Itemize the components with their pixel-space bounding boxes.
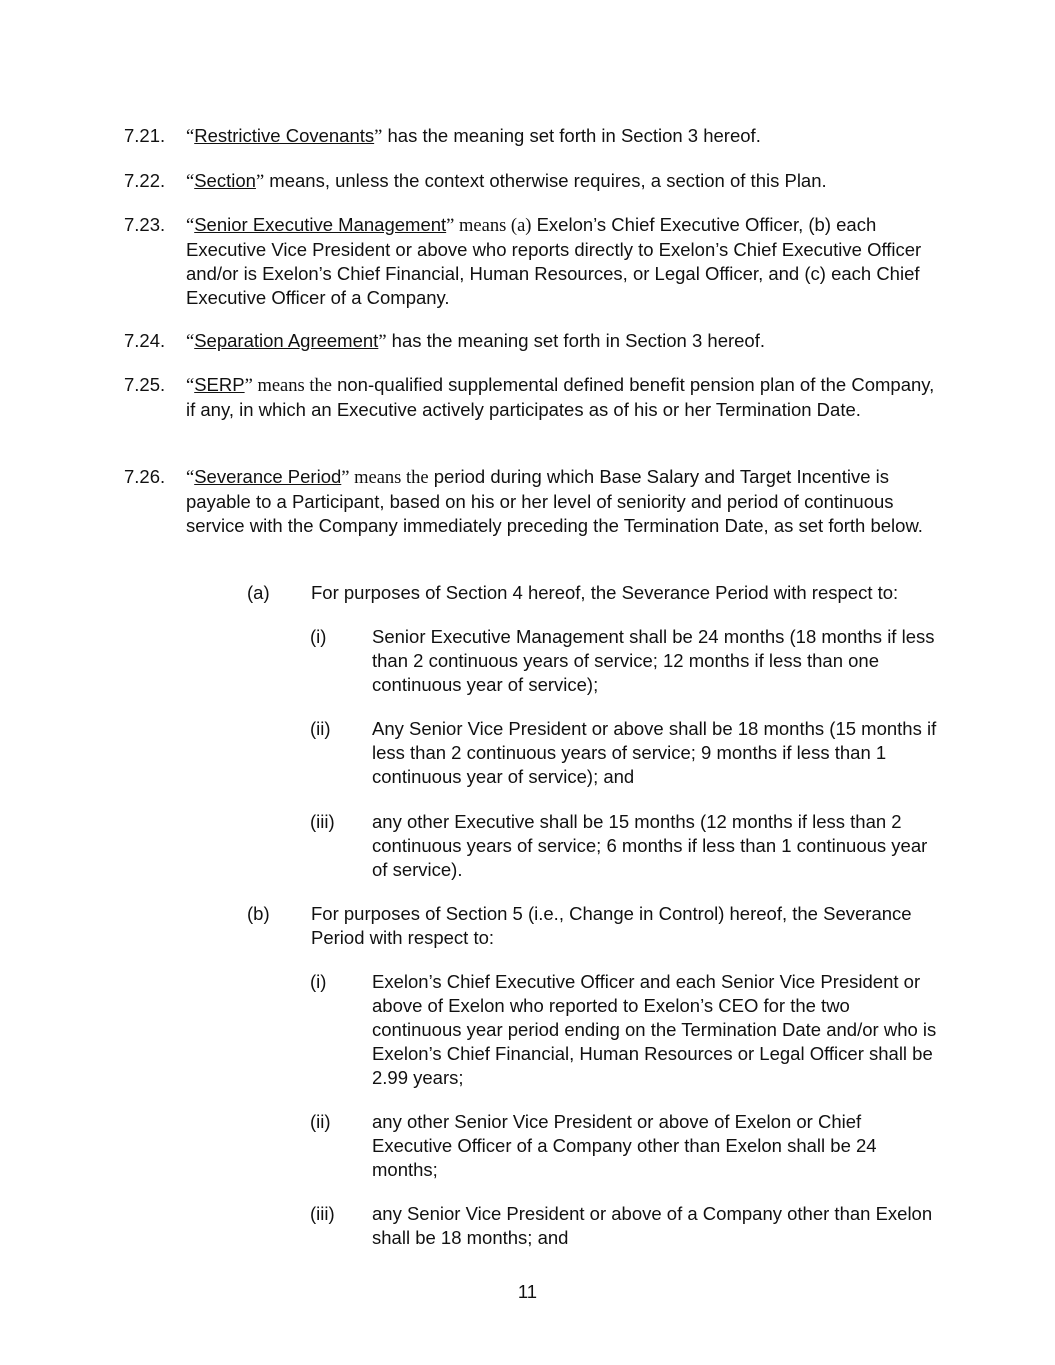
subsection-label: (b) bbox=[247, 903, 270, 924]
quote-close: ” bbox=[244, 376, 253, 396]
definition-text bbox=[186, 169, 941, 194]
subsection-a-item-iii bbox=[310, 810, 940, 882]
quote-close: ” bbox=[255, 172, 265, 192]
definition-body: non-qualified supplemental defined benefit pension plan of the Company, if any, in which an Executive actively participates as of his or her Termination Date. bbox=[186, 374, 935, 420]
item-text: Any Senior Vice President or above shall be 18 months (15 months if less than 2 continuous years of service; 9 months if less than 1 continuous year of service); and bbox=[372, 718, 937, 787]
item-label: (ii) bbox=[310, 718, 331, 739]
quote-open: “ bbox=[186, 468, 195, 488]
page-number: 11 bbox=[517, 1281, 538, 1302]
item-text: any Senior Vice President or above of a Company other than Exelon shall be 18 months; and bbox=[372, 1203, 933, 1248]
quote-open: “ bbox=[186, 127, 195, 147]
definition-body: has the meaning set forth in Section 3 hereof. bbox=[386, 330, 766, 351]
definition-7-23 bbox=[124, 213, 944, 310]
item-text: any other Executive shall be 15 months (12 months if less than 2 continuous years of service; 6 months if less than 1 continuous year of service). bbox=[372, 811, 928, 880]
definition-verb: means the bbox=[349, 468, 429, 488]
definition-body: means, unless the context otherwise requires, a section of this Plan. bbox=[264, 170, 827, 191]
section-number: 7.22. bbox=[124, 170, 166, 191]
definition-text bbox=[186, 124, 941, 149]
section-number: 7.25. bbox=[124, 374, 166, 395]
subsection-a-item-ii bbox=[310, 717, 940, 789]
subsection-b-item-i bbox=[310, 970, 940, 1090]
quote-open: “ bbox=[186, 216, 195, 236]
subsection-a-item-i bbox=[310, 625, 940, 697]
quote-close: ” bbox=[341, 468, 350, 488]
item-label: (i) bbox=[310, 971, 327, 992]
definition-text bbox=[186, 213, 941, 310]
quote-open: “ bbox=[186, 332, 195, 352]
section-number: 7.26. bbox=[124, 466, 166, 487]
section-number: 7.24. bbox=[124, 330, 166, 351]
defined-term: Restrictive Covenants bbox=[194, 125, 375, 146]
defined-term: Senior Executive Management bbox=[194, 214, 447, 235]
subsection-text: For purposes of Section 4 hereof, the Severance Period with respect to: bbox=[311, 582, 899, 603]
item-label: (ii) bbox=[310, 1111, 331, 1132]
item-label: (iii) bbox=[310, 1203, 335, 1224]
section-number: 7.21. bbox=[124, 125, 166, 146]
quote-close: ” bbox=[446, 216, 455, 236]
definition-verb: means the bbox=[252, 376, 332, 396]
item-label: (i) bbox=[310, 626, 327, 647]
subsection-b-item-iii bbox=[310, 1202, 940, 1250]
definition-body: Exelon’s Chief Executive Officer, (b) each Executive Vice President or above who reports directly to Exelon’s Chief Executive Officer and/or is Exelon’s Chief Financial, Human Resources, or Legal Officer, and (c) each Chief Executive Officer of a Company. bbox=[186, 214, 922, 308]
definition-7-24 bbox=[124, 329, 944, 354]
defined-term: Separation Agreement bbox=[194, 330, 379, 351]
quote-close: ” bbox=[378, 332, 387, 352]
definition-7-26 bbox=[124, 465, 944, 538]
definition-7-22 bbox=[124, 169, 944, 194]
definition-text bbox=[186, 465, 941, 538]
subsection-b bbox=[247, 902, 937, 950]
definition-text bbox=[186, 373, 941, 422]
definition-verb: means (a) bbox=[454, 216, 532, 236]
defined-term: SERP bbox=[194, 374, 245, 395]
subsection-text: For purposes of Section 5 (i.e., Change in Control) hereof, the Severance Period with respect to: bbox=[311, 903, 912, 948]
subsection-b-item-ii bbox=[310, 1110, 940, 1182]
definition-body: has the meaning set forth in Section 3 hereof. bbox=[382, 125, 761, 146]
item-text: Exelon’s Chief Executive Officer and each Senior Vice President or above of Exelon who reported to Exelon’s CEO for the two continuous year period ending on the Termination Date and/or who is Exelon’s Chief Financial, Human Resources or Legal Officer shall be 2.99 years; bbox=[372, 971, 937, 1088]
definition-text bbox=[186, 329, 941, 354]
definition-7-21 bbox=[124, 124, 944, 149]
subsection-label: (a) bbox=[247, 582, 270, 603]
definition-body: period during which Base Salary and Target Incentive is payable to a Participant, based on his or her level of seniority and period of continuous service with the Company immediately preceding the Termination Date, as set forth below. bbox=[186, 466, 923, 536]
item-label: (iii) bbox=[310, 811, 335, 832]
definition-7-25 bbox=[124, 373, 944, 422]
subsection-a bbox=[247, 581, 937, 605]
quote-open: “ bbox=[186, 172, 195, 192]
item-text: Senior Executive Management shall be 24 months (18 months if less than 2 continuous years of service; 12 months if less than one continuous year of service); bbox=[372, 626, 935, 695]
quote-close: ” bbox=[374, 127, 383, 147]
defined-term: Severance Period bbox=[194, 466, 342, 487]
quote-open: “ bbox=[186, 376, 195, 396]
defined-term: Section bbox=[194, 170, 256, 191]
item-text: any other Senior Vice President or above of Exelon or Chief Executive Officer of a Company other than Exelon shall be 24 months; bbox=[372, 1111, 877, 1180]
section-number: 7.23. bbox=[124, 214, 166, 235]
